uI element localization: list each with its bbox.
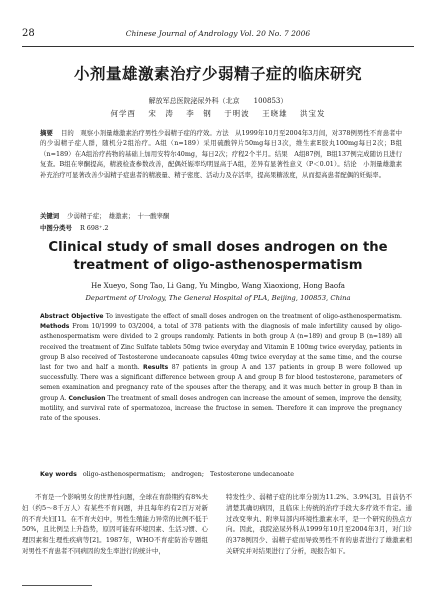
methods-text: From 10/1999 to 03/2004, a total of 378 patients with the diagnosis of male infertility caused by oligo-asthenospermatism were divided to 2 groups randomly. Patients in both group A (n=189) and group B (n=189) all received the treatment of Zinc Sulfate tablets 50mg twice everyday and Vitamin E 100mg twice everyday, patients in group B also received of Testosterone undecanoate capsules 40mg twice everyday at the same time, and the course last for two and half a month. (40, 323, 402, 372)
journal-citation: Chinese Journal of Andrology Vol. 20 No. 7 2006 (125, 29, 311, 38)
running-header (22, 28, 414, 42)
english-authors: He Xueyo, Song Tao, Li Gang, Yu Mingbo, Wang Xiaoxiong, Hong Baofa (91, 282, 345, 290)
results-text: 87 patients in group A and 137 patients in group B were followed up successfully. There was a significant difference between group A and group B for blood testosterone, parameters of semen examination and pregnancy rate of the spouses after the therapy, and it was much better in group B than in group A. (40, 364, 402, 402)
keyword: Testosterone undecanoate (209, 471, 295, 478)
body-column-left: 不育是一个影响男女的世界性问题，全球在育龄期约有8%夫妇（约5～8千万人）有某些不育问题，并且每年约有2百万对新的不育夫妇[1]。在不育夫妇中，男性生殖能力异常的比例不低于50%，且比例呈上升趋势，原因可能有环境因素、生活习惯、心理因素和生理性疾病等[2]。1987年，WHO不育症防治专题组对男性不育患者不同病因的发生率进行的统计中， (22, 493, 208, 555)
objective-text: To investigate the effect of small doses androgen on the treatment of oligo-asthenospermatism. (105, 313, 402, 320)
author-name: 李 钢 (186, 109, 212, 118)
footnote-rule (22, 585, 92, 586)
chinese-affiliation: 解放军总医院泌尿外科（北京 100853） (148, 97, 288, 105)
chinese-title: 小剂量雄激素治疗少弱精子症的临床研究 (73, 65, 362, 83)
header-rule (22, 46, 414, 47)
chinese-keywords (40, 211, 402, 220)
author-name: 王晓雄 (262, 109, 288, 118)
author-name: 何学酉 (110, 109, 137, 118)
english-keywords (40, 471, 402, 478)
classification-code: R 698⁺.2 (79, 224, 109, 232)
english-abstract (40, 312, 402, 424)
abstract-label: 摘要 (40, 129, 53, 137)
classification-label: 中图分类号 (40, 224, 72, 232)
author-name: 宋 涛 (148, 109, 174, 118)
objective-label: Objective (71, 313, 104, 320)
keyword: androgen; (171, 471, 204, 478)
conclusion-text: The treatment of small doses androgen can increase the amount of semen, improve the density, motility, and survival rate of spermatozoa, increase the fructose in semen. Therefore it can improve the pregnancy rate of the spouses. (40, 394, 402, 423)
results-label: Results (143, 364, 169, 372)
keywords-label: 关键词 (40, 212, 60, 220)
english-title: Clinical study of small doses androgen on the treatment of oligo-asthenospermatism (48, 240, 388, 273)
author-name: 洪宝发 (299, 109, 326, 118)
keywords-text: 少弱精子症； 雄激素； 十一酸睾酮 (67, 212, 170, 220)
body-column-right: 特发性少、弱精子症的比率分别为11.2%、3.9%[3]。目前仍不清楚其确切病因，且临床上传统的治疗手段大多疗效不肯定。通过改变睾丸、附睾局部内环境性激素水平，是一个研究的热点方向。因此，我院泌尿外科从1999年10月至2004年3月，对门诊的378例因少、弱精子症而导致男性不育的患者进行了雄激素相关研究并对结果进行了分析，现报告如下。 (226, 493, 412, 555)
english-department: Department of Urology, The General Hospital of PLA, Beijing, 100853, China (85, 294, 351, 302)
abstract-text: 目的 观察小剂量雄激素治疗男性少弱精子症的疗效。方法 从1999年10月至2004年3月间，对378例男性不育患者中的少弱精子症人群，随机分2组治疗。A组（n=189）采用硫酸锌片50mg每日3次，维生素E胶丸100mg每日2次；B组（n=189）在A组治疗药物的基础上加用安特尔40mg，每日2次；疗程2个半月。结果 A组87例，B组137例完成随访且进行复查。B组在睾酮提高，精液检查参数改善，配偶妊娠率均明显高于A组，差异有显著性意义（P＜0.01）。结论 小剂量雄激素补充治疗可显著改善少弱精子症患者的精液量、精子密度、活动力及存活率，提高果糖浓度，从而提高患者配偶的妊娠率。 (40, 129, 403, 179)
conclusion-label: Conclusion (68, 394, 106, 402)
methods-label: Methods (40, 323, 70, 331)
abstract-label: Abstract (40, 313, 70, 320)
chinese-classification (40, 223, 402, 232)
keywords-label: Key words (40, 471, 77, 478)
page-number: 28 (22, 28, 35, 39)
keyword: oligo-asthenospermatism; (82, 471, 166, 478)
chinese-authors (0, 108, 436, 119)
author-name: 于明波 (224, 109, 250, 118)
chinese-abstract (40, 128, 402, 180)
